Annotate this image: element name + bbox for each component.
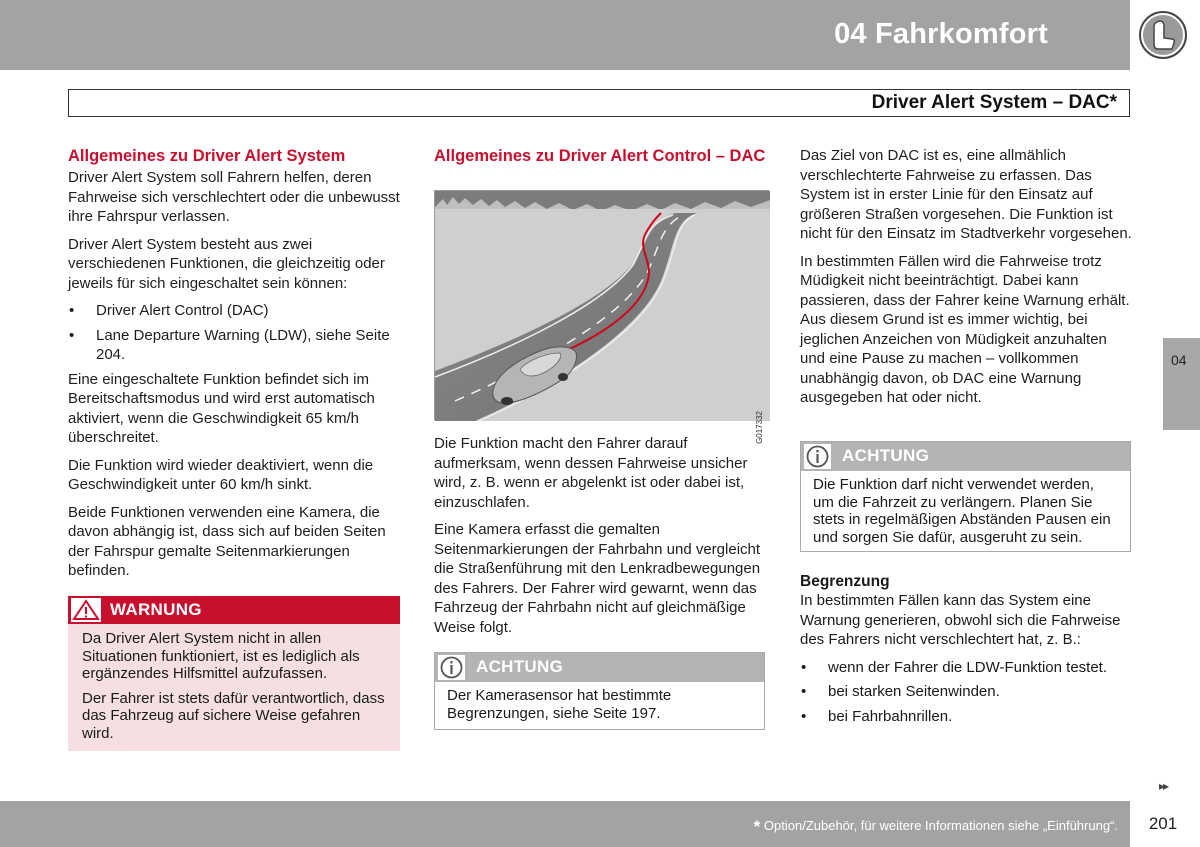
footnote [754, 817, 1118, 837]
note-box [800, 441, 1131, 552]
function-list [68, 301, 403, 365]
page-number: 201 [1148, 814, 1178, 833]
info-icon [438, 655, 465, 680]
list-item: • bei starken Seitenwinden. [800, 682, 1135, 702]
paragraph: Driver Alert System besteht aus zwei verschiedenen Funktionen, die gleichzeitig oder jeweils für sich eingeschaltet sein können: [68, 235, 385, 292]
warning-title: WARNUNG [110, 600, 202, 619]
warning-triangle-icon [71, 598, 101, 622]
paragraph: Die Funktion wird wieder deaktiviert, wenn die Geschwindigkeit unter 60 km/h sinkt. [68, 456, 374, 493]
continue-arrows[interactable]: ▸▸ [1159, 779, 1168, 793]
seat-icon [1138, 10, 1188, 60]
chapter-title: 04 Fahrkomfort [834, 18, 1048, 50]
footer-band [0, 801, 1130, 847]
paragraph: In bestimmten Fällen wird die Fahrweise trotz Müdigkeit nicht beeinträchtigt. Dabei kann passieren, dass der Fahrer keine Warnung erhält. Aus diesem Grund ist es immer wichtig, bei jeglichen Anzeichen von Müdigkeit anzuhalten und eine Pause zu machen – vollkommen unabhängig davon, ob DAC eine Warnung ausgegeben hat oder nicht. [800, 252, 1130, 406]
note-header [435, 653, 764, 682]
footnote-asterisk: * [753, 817, 761, 836]
paragraph: Eine eingeschaltete Funktion befindet sich im Bereitschaftsmodus und wird erst automatisch aktiviert, wenn die Geschwindigkeit 65 km/h überschreitet. [68, 370, 375, 446]
warning-text: Da Driver Alert System nicht in allen Situationen funktioniert, ist es lediglich als ergänzendes Hilfsmittel aufzufassen. [82, 630, 360, 682]
limitation-list [800, 658, 1135, 727]
note-text: Die Funktion darf nicht verwendet werden, um die Fahrzeit zu verlängern. Planen Sie stets in regelmäßigen Abständen Pausen ein und sorgen Sie dafür, ausgeruht zu sein. [813, 476, 1111, 546]
list-item: • Driver Alert Control (DAC) [68, 301, 403, 321]
footnote-text: Option/Zubehör, für weitere Informationen siehe „Einführung“. [763, 818, 1118, 833]
paragraph: Die Funktion macht den Fahrer darauf aufmerksam, wenn dessen Fahrweise unsicher wird, z. B. wenn er abgelenkt ist oder dabei ist, einzuschlafen. [434, 435, 748, 511]
info-icon [804, 444, 831, 469]
list-item: • wenn der Fahrer die LDW-Funktion testet. [800, 658, 1135, 678]
note-box [434, 652, 765, 730]
paragraph: Eine Kamera erfasst die gemalten Seitenmarkierungen der Fahrbahn und vergleicht die Straßenführung mit den Lenkradbewegungen des Fahrers. Der Fahrer wird gewarnt, wenn das Fahrzeug der Fahrbahn nicht auf gleichmäßige Weise folgt. [434, 521, 761, 636]
paragraph: In bestimmten Fällen kann das System eine Warnung generieren, obwohl sich die Fahrweise des Fahrers nicht verschlechtert hat, z. B.: [800, 592, 1121, 648]
note-header [801, 442, 1130, 471]
list-item: • bei Fahrbahnrillen. [800, 707, 1135, 727]
chapter-header-band [0, 0, 1130, 70]
note-text: Der Kamerasensor hat bestimmte Begrenzungen, siehe Seite 197. [447, 687, 672, 722]
column-2 [434, 146, 769, 168]
figure-code: G017332 [755, 411, 764, 444]
note-title: ACHTUNG [476, 657, 564, 676]
chapter-side-tab-label: 04 [1171, 352, 1187, 368]
warning-text: Der Fahrer ist stets dafür verantwortlich, dass das Fahrzeug auf sichere Weise gefahren wird. [82, 689, 385, 742]
warning-header [68, 596, 400, 624]
column-3-limitations [800, 572, 1135, 731]
warning-body [68, 624, 400, 742]
section-title: Driver Alert System – DAC* [871, 92, 1117, 113]
list-item: • Lane Departure Warning (LDW), siehe Seite 204. [68, 326, 403, 365]
heading-driver-alert-system: Allgemeines zu Driver Alert System [68, 147, 346, 165]
paragraph: Beide Funktionen verwenden eine Kamera, die davon abhängig ist, dass sich auf beiden Seiten der Fahrspur gemalte Seitenmarkierungen befinden. [68, 503, 386, 579]
warning-box [68, 596, 400, 751]
road-illustration [434, 190, 769, 444]
column-1 [68, 146, 403, 589]
column-3 [800, 146, 1135, 416]
heading-begrenzung: Begrenzung [800, 573, 890, 590]
heading-driver-alert-control: Allgemeines zu Driver Alert Control – DAC [434, 147, 766, 165]
paragraph: Das Ziel von DAC ist es, eine allmählich verschlechterte Fahrweise zu erfassen. Das System ist in erster Linie für den Einsatz auf größeren Straßen vorgesehen. Die Funktion ist nicht für den Einsatz im Stadtverkehr vorgesehen. [800, 147, 1132, 242]
section-title-bar [68, 89, 1130, 117]
paragraph: Driver Alert System soll Fahrern helfen, deren Fahrweise sich verschlechtert oder die unbewusst ihre Fahrspur verlassen. [68, 169, 400, 225]
road-curve-graphic [435, 191, 770, 421]
column-2-text [434, 434, 769, 645]
note-title: ACHTUNG [842, 446, 930, 465]
